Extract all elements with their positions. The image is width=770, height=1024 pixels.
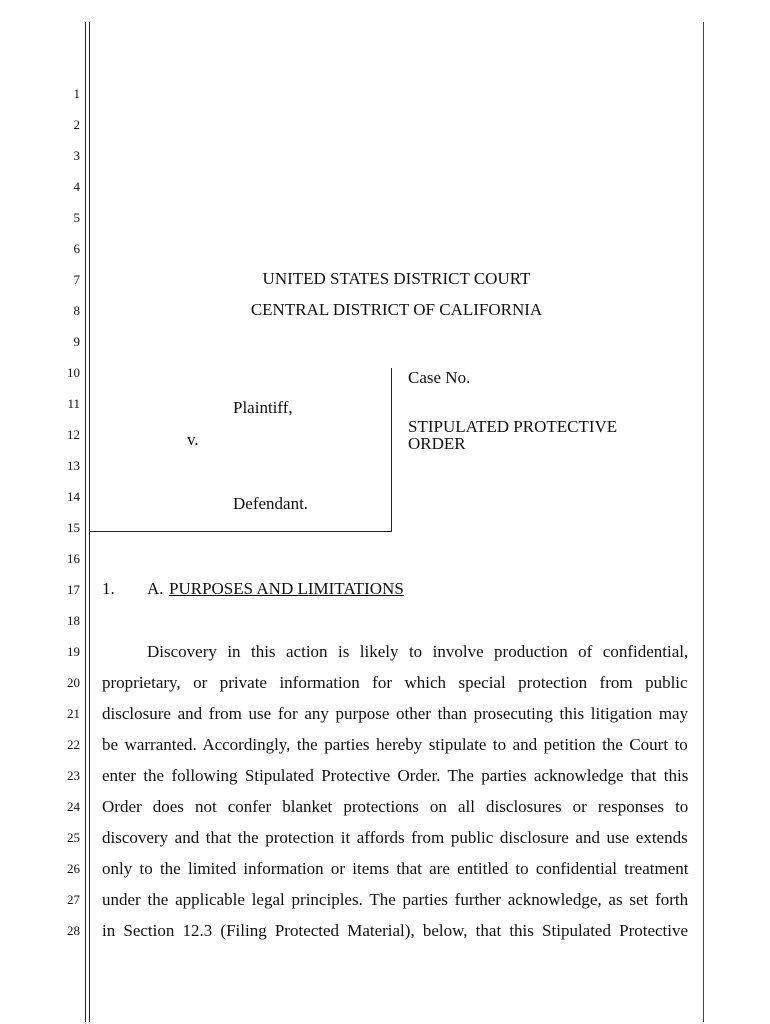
body-line: proprietary, or private information for which special protection from public bbox=[102, 673, 688, 692]
line-number: 19 bbox=[67, 644, 80, 659]
line-number: 20 bbox=[67, 675, 80, 690]
line-number: 3 bbox=[73, 148, 80, 163]
line-number: 17 bbox=[67, 582, 80, 597]
line-number: 18 bbox=[67, 613, 80, 628]
body-line: Order does not confer blanket protections on all disclosures or responses to bbox=[102, 797, 689, 816]
body-line: discovery and that the protection it affords from public disclosure and use extends bbox=[102, 828, 688, 847]
line-number: 22 bbox=[67, 737, 80, 752]
case-number-label: Case No. bbox=[408, 368, 471, 387]
line-number: 11 bbox=[67, 396, 80, 411]
section-letter: A. bbox=[147, 579, 164, 598]
line-number: 13 bbox=[67, 458, 80, 473]
body-line: be warranted. Accordingly, the parties hereby stipulate to and petition the Court to bbox=[102, 735, 688, 754]
line-number: 15 bbox=[67, 520, 80, 535]
left-margin-rule bbox=[85, 22, 86, 1022]
body-line: Discovery in this action is likely to involve production of confidential, bbox=[147, 642, 689, 661]
line-number: 1 bbox=[73, 86, 80, 101]
defendant-label: Defendant. bbox=[233, 494, 309, 513]
court-district: CENTRAL DISTRICT OF CALIFORNIA bbox=[250, 300, 543, 319]
section-heading: PURPOSES AND LIMITATIONS bbox=[169, 579, 404, 598]
line-number: 25 bbox=[67, 830, 80, 845]
line-number: 8 bbox=[73, 303, 80, 318]
body-line: disclosure and from use for any purpose other than prosecuting this litigation may bbox=[102, 704, 689, 723]
caption-underline bbox=[90, 531, 392, 532]
line-number: 9 bbox=[73, 334, 80, 349]
line-number: 16 bbox=[67, 551, 80, 566]
line-number: 14 bbox=[67, 489, 80, 504]
line-number: 27 bbox=[67, 892, 80, 907]
document-title-line1: STIPULATED PROTECTIVE bbox=[408, 417, 618, 436]
caption-divider bbox=[391, 368, 392, 532]
right-margin-rule bbox=[703, 22, 704, 1022]
left-margin-rule-inner bbox=[89, 22, 90, 1022]
line-number: 23 bbox=[67, 768, 80, 783]
line-number: 7 bbox=[73, 272, 80, 287]
line-number: 28 bbox=[67, 923, 80, 938]
body-line: in Section 12.3 (Filing Protected Material), below, that this Stipulated Protective bbox=[102, 921, 689, 940]
court-name: UNITED STATES DISTRICT COURT bbox=[262, 269, 531, 288]
line-number: 4 bbox=[73, 179, 80, 194]
line-number: 10 bbox=[67, 365, 80, 380]
body-line: under the applicable legal principles. The parties further acknowledge, as set forth bbox=[102, 890, 689, 909]
body-line: only to the limited information or items that are entitled to confidential treatment bbox=[102, 859, 689, 878]
versus-label: v. bbox=[187, 430, 199, 449]
line-number: 24 bbox=[67, 799, 80, 814]
section-number: 1. bbox=[102, 579, 115, 598]
body-line: enter the following Stipulated Protective Order. The parties acknowledge that this bbox=[102, 766, 689, 785]
line-number: 6 bbox=[73, 241, 80, 256]
line-number: 21 bbox=[67, 706, 80, 721]
line-number: 26 bbox=[67, 861, 80, 876]
document-title-line2: ORDER bbox=[408, 434, 466, 453]
plaintiff-label: Plaintiff, bbox=[233, 398, 293, 417]
line-number: 2 bbox=[73, 117, 80, 132]
line-number: 5 bbox=[73, 210, 80, 225]
line-number: 12 bbox=[67, 427, 80, 442]
